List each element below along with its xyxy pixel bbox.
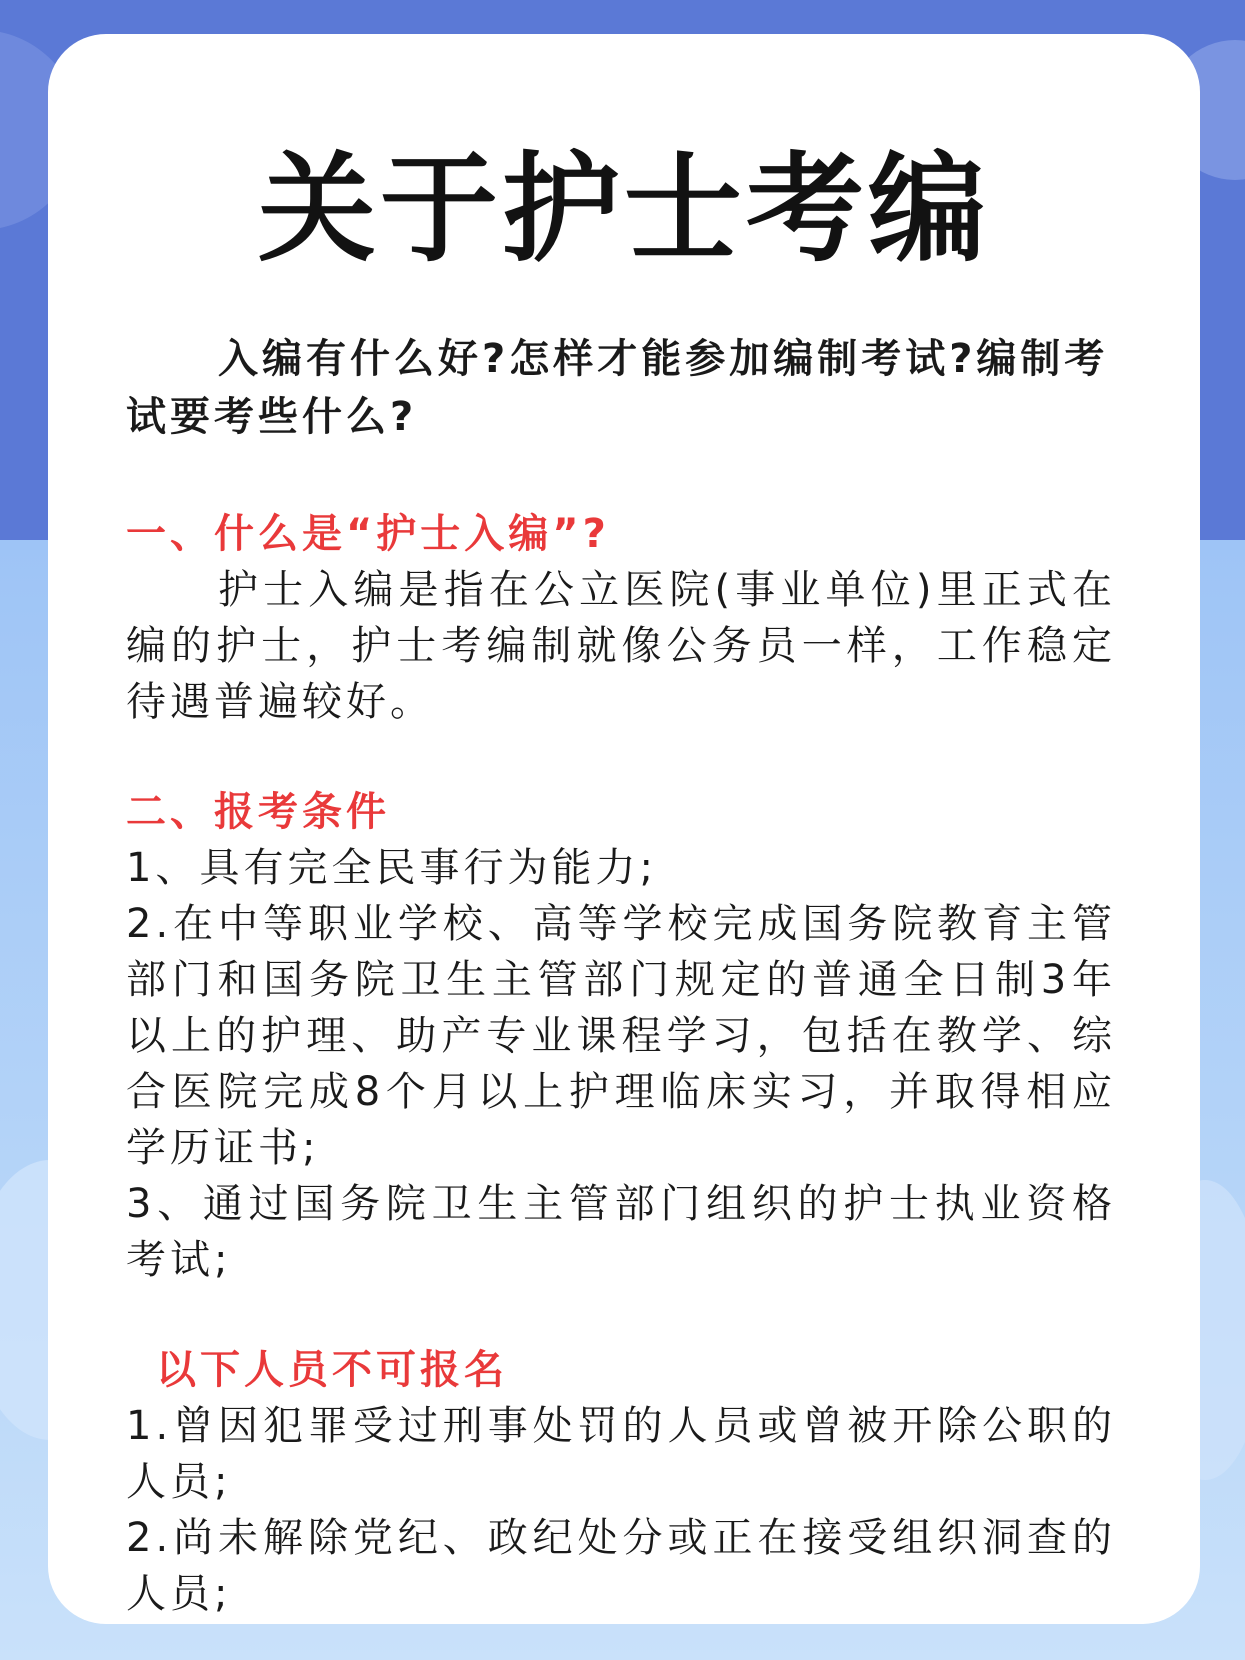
list-item: 2.尚未解除党纪、政纪处分或正在接受组织洞查的人员; xyxy=(126,1515,1116,1617)
intro-paragraph: 入编有什么好?怎样才能参加编制考试?编制考试要考些什么? xyxy=(126,336,1109,440)
list-item: 1.曾因犯罪受过刑事处罚的人员或曾被开除公职的人员; xyxy=(126,1403,1116,1505)
page-title: 关于护士考编 xyxy=(257,140,990,278)
article-body xyxy=(126,330,1116,1622)
section-heading-requirements: 二、报考条件 xyxy=(126,789,390,835)
list-item: 2.在中等职业学校、高等学校完成国务院教育主管部门和国务院卫生主管部门规定的普通全日制3年以上的护理、助产专业课程学习，包括在教学、综合医院完成8个月以上护理临床实习，并取得相应学历证书; xyxy=(126,901,1116,1171)
section-paragraph: 护士入编是指在公立医院(事业单位)里正式在编的护士，护士考编制就像公务员一样，工作稳定待遇普遍较好。 xyxy=(126,567,1116,725)
section-heading-ineligible: 以下人员不可报名 xyxy=(156,1347,508,1393)
section-heading-what-is: 一、什么是“护士入编”? xyxy=(126,511,610,557)
content-card xyxy=(48,34,1200,1624)
list-item: 3、通过国务院卫生主管部门组织的护士执业资格考试; xyxy=(126,1181,1116,1283)
list-item: 1、具有完全民事行为能力; xyxy=(126,845,657,891)
